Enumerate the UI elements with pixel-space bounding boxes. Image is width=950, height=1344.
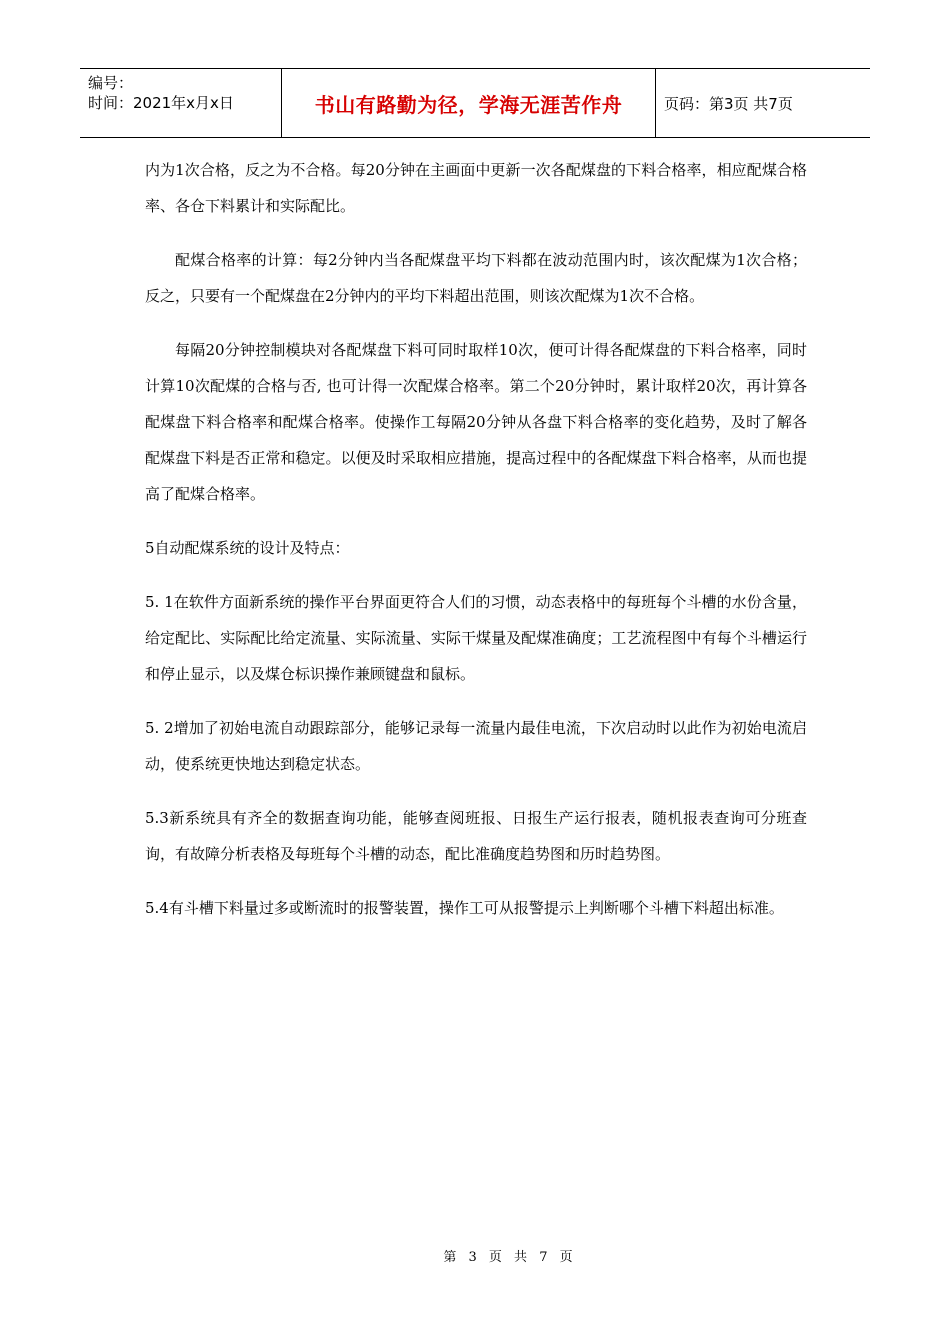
header-motto-cell [282, 69, 656, 137]
page-footer: 第 3 页 共 7 页 [443, 1250, 577, 1265]
paragraph-rate-calc: 配煤合格率的计算：每2分钟内当各配煤盘平均下料都在波动范围内时，该次配煤为1次合格；反之，只要有一个配煤盘在2分钟内的平均下料超出范围，则该次配煤为1次不合格。 [145, 251, 807, 305]
doc-number-label: 编号： [88, 74, 134, 92]
paragraph-continuation: 内为1次合格，反之为不合格。每20分钟在主画面中更新一次各配煤盘的下料合格率，相应配煤合格率、各仓下料累计和实际配比。 [145, 161, 807, 215]
page-header [80, 68, 870, 138]
paragraph-5-4: 5.4有斗槽下料量过多或断流时的报警装置，操作工可从报警提示上判断哪个斗槽下料超出标准。 [145, 899, 784, 917]
paragraph-5-2: 5. 2增加了初始电流自动跟踪部分，能够记录每一流量内最佳电流，下次启动时以此作为初始电流启动，使系统更快地达到稳定状态。 [145, 719, 807, 773]
header-motto: 书山有路勤为径，学海无涯苦作舟 [314, 92, 623, 117]
header-page-code: 页码：第3页 共7页 [664, 94, 793, 113]
paragraph-5-1: 5. 1在软件方面新系统的操作平台界面更符合人们的习惯，动态表格中的每班每个斗槽的水份含量，给定配比、实际配比给定流量、实际流量、实际干煤量及配煤准确度；工艺流程图中有每个斗槽运行和停止显示，以及煤仓标识操作兼顾键盘和鼠标。 [145, 593, 807, 683]
paragraph-5-3: 5.3新系统具有齐全的数据查询功能，能够查阅班报、日报生产运行报表，随机报表查询可分班查询，有故障分析表格及每班每个斗槽的动态，配比准确度趋势图和历时趋势图。 [145, 809, 807, 863]
section-heading-5: 5自动配煤系统的设计及特点： [145, 539, 350, 557]
paragraph-sampling: 每隔20分钟控制模块对各配煤盘下料可同时取样10次，便可计得各配煤盘的下料合格率，同时计算10次配煤的合格与否, 也可计得一次配煤合格率。第二个20分钟时，累计取样20次，再计算各配煤盘下料合格率和配煤合格率。使操作工每隔20分钟从各盘下料合格率的变化趋势，及时了解各配煤盘下料是否正常和稳定。以便及时采取相应措施，提高过程中的各配煤盘下料合格率，从而也提高了配煤合格率。 [145, 341, 807, 503]
header-meta [80, 69, 282, 137]
document-body [145, 152, 807, 944]
doc-date: 时间：2021年x月x日 [88, 94, 234, 112]
